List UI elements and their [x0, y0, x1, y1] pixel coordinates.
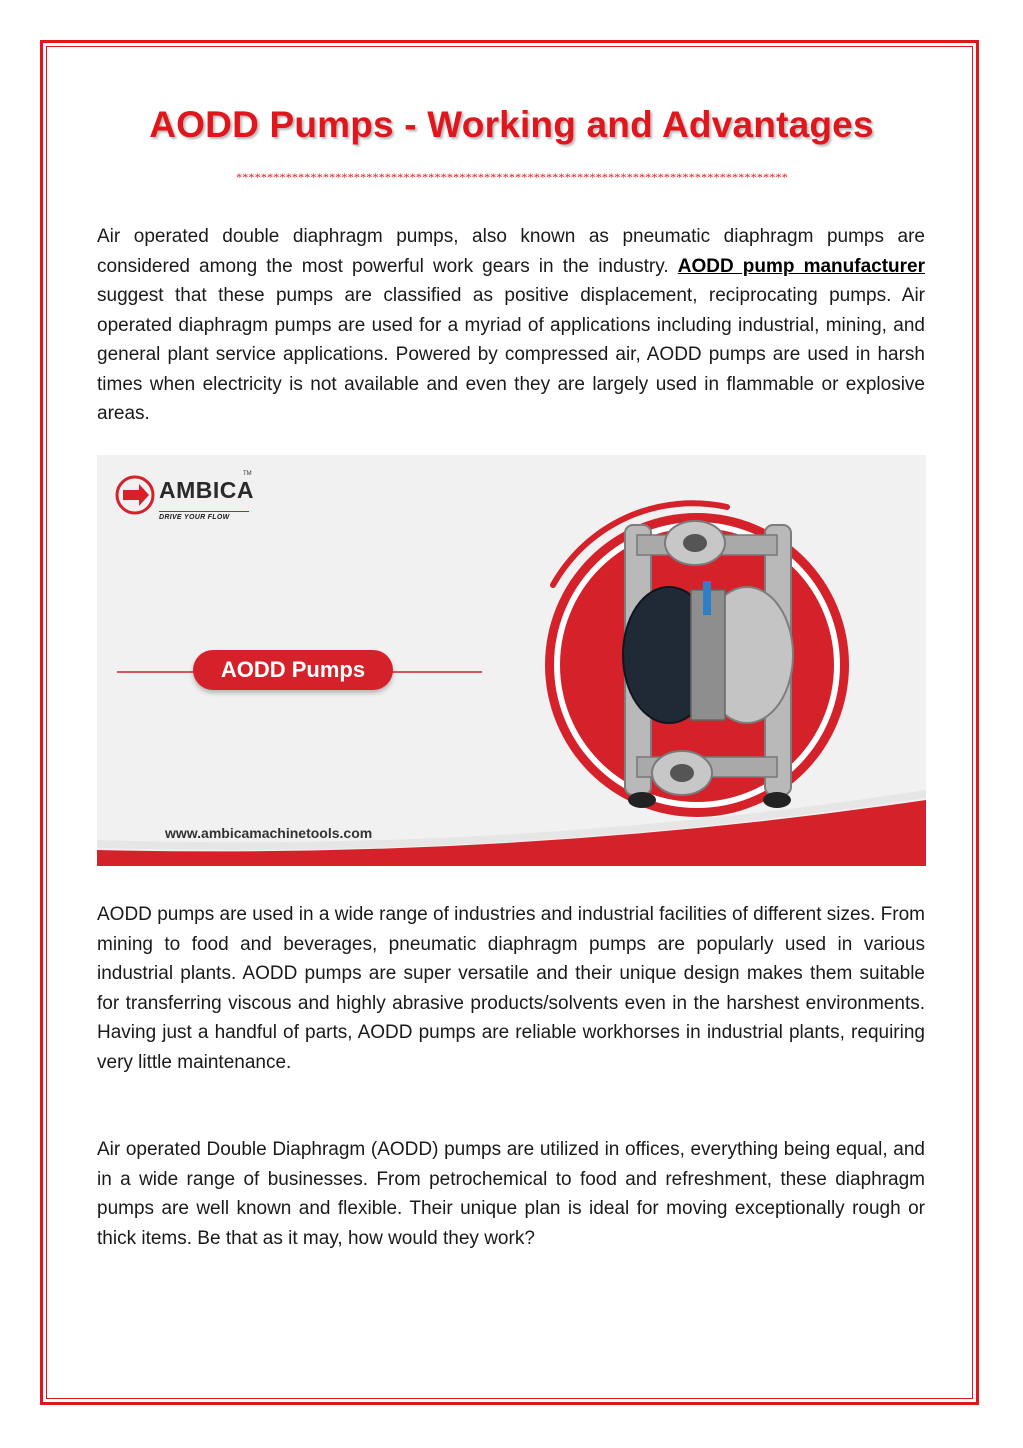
website-url: www.ambicamachinetools.com	[165, 825, 373, 841]
ambica-logo	[115, 471, 275, 531]
logo-wordmark: AMBICA	[159, 477, 254, 503]
intro-text-start: Air operated double diaphragm pumps, also known as pneumatic diaphragm pumps are considered among the most powerful work gears in the industry.	[97, 226, 925, 277]
product-banner-image	[97, 455, 926, 866]
document-title: AODD Pumps - Working and Advantages	[149, 104, 874, 145]
intro-paragraph	[97, 222, 925, 429]
applications-paragraph: Air operated Double Diaphragm (AODD) pumps are utilized in offices, everything being equal, and in a wide range of businesses. From petrochemical to food and refreshment, these diaphragm pumps are well known and flexible. Their unique plan is ideal for moving exceptionally rough or thick items. Be that as it may, how would they work?	[97, 1139, 925, 1249]
arrow-logo-icon	[115, 475, 155, 515]
logo-trademark: TM	[243, 471, 252, 477]
intro-text-end: suggest that these pumps are classified as positive displacement, reciprocating pumps. Air operated diaphragm pumps are used for a myriad of applications including industrial, mining, and general plant service applications. Powered by compressed air, AODD pumps are used in harsh times when electricity is not available and even they are largely used in flammable or explosive areas.	[97, 285, 925, 424]
asterisk-separator: *****************************************************************************************	[236, 170, 788, 184]
industries-paragraph: AODD pumps are used in a wide range of industries and industrial facilities of different sizes. From mining to food and beverages, pneumatic diaphragm pumps are popularly used in various industrial plants. AODD pumps are super versatile and their unique design makes them suitable for transferring viscous and highly abrasive products/solvents even in the harshest environments. Having just a handful of parts, AODD pumps are reliable workhorses in industrial plants, requiring very little maintenance.	[97, 904, 925, 1073]
aodd-manufacturer-link[interactable]: AODD pump manufacturer	[677, 255, 925, 277]
logo-tagline: DRIVE YOUR FLOW	[159, 511, 249, 521]
aodd-pumps-pill: AODD Pumps	[193, 650, 393, 690]
